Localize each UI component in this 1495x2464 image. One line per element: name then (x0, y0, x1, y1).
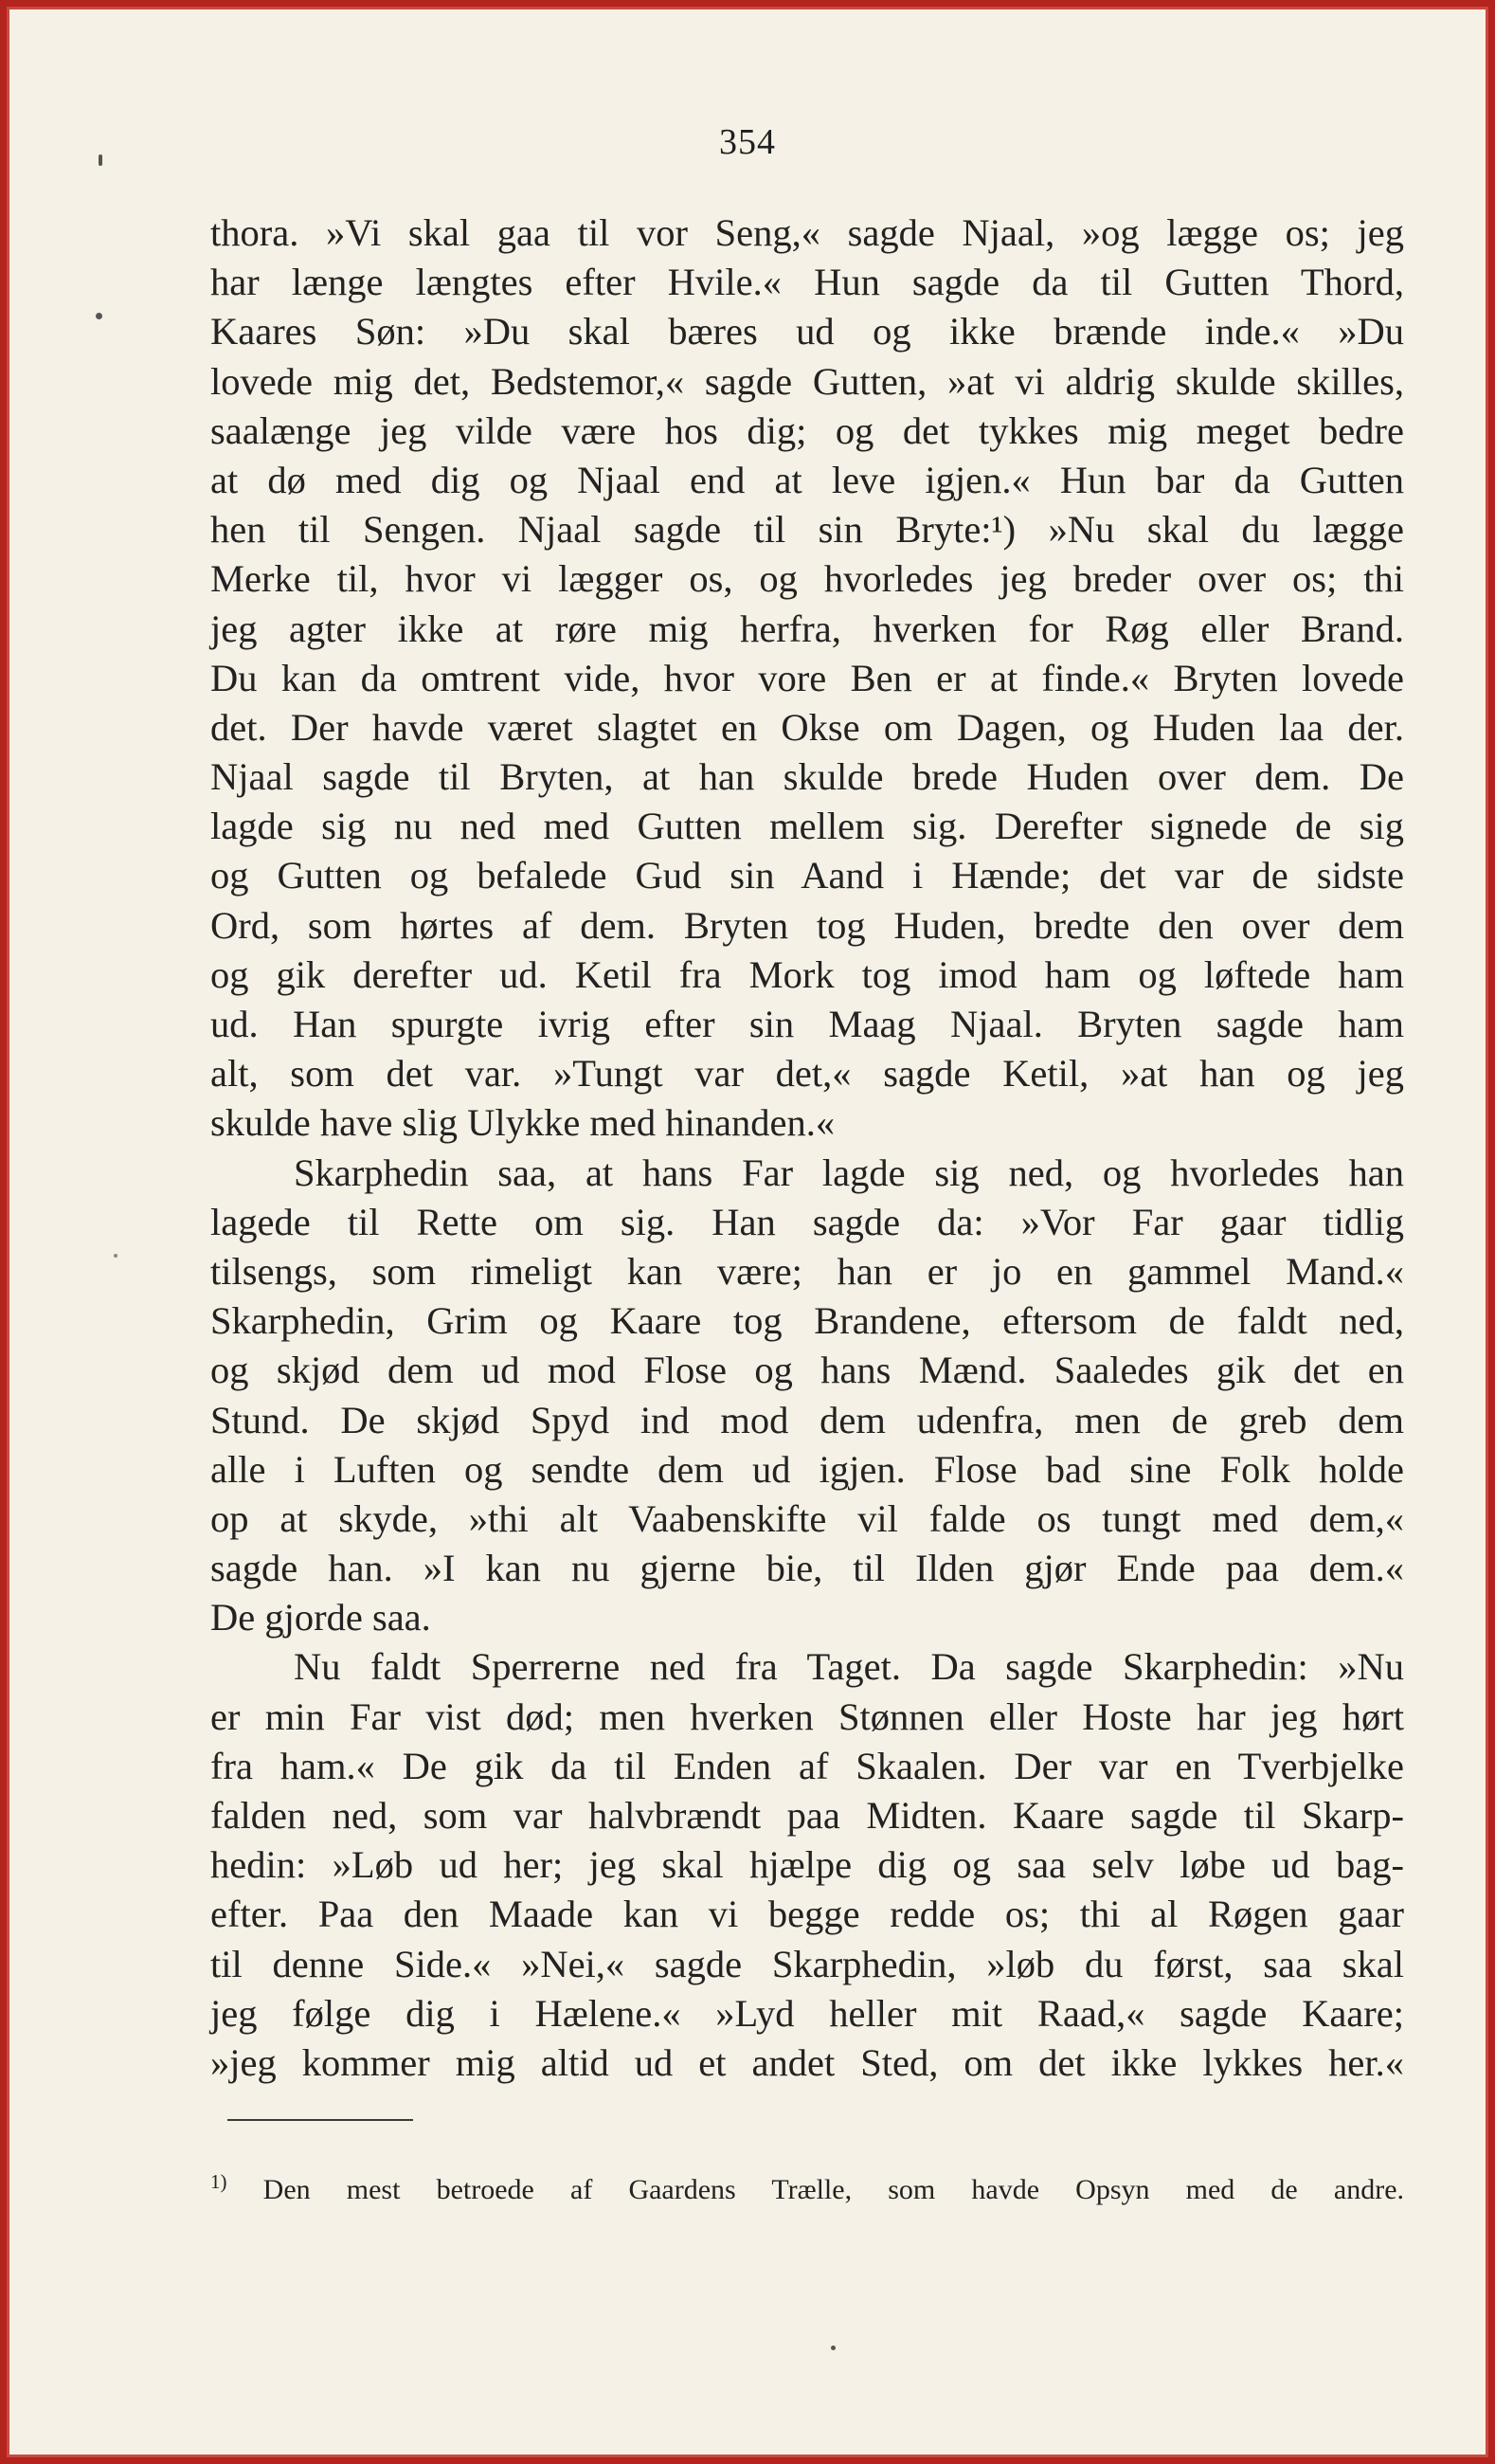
text-line: alt, som det var. »Tungt var det,« sagde Ketil, »at han og jeg (210, 1052, 1404, 1096)
text-line: Ord, som hørtes af dem. Bryten tog Huden, bredte den over dem (210, 903, 1404, 947)
text-line: og gik derefter ud. Ketil fra Mork tog imod ham og løftede ham (210, 952, 1404, 996)
text-line: er min Far vist død; men hverken Stønnen eller Hoste har jeg hørt (210, 1694, 1404, 1738)
text-line: »jeg kommer mig altid ud et andet Sted, om det ikke lykkes her.« (210, 2040, 1404, 2084)
footnote-divider (227, 2119, 413, 2121)
text-line: skulde have slig Ulykke med hinanden.« (210, 1101, 836, 1145)
text-line: Skarphedin, Grim og Kaare tog Brandene, eftersom de faldt ned, (210, 1299, 1404, 1343)
text-line: falden ned, som var halvbrændt paa Midten. Kaare sagde til Skarp- (210, 1794, 1404, 1837)
text-line: og Gutten og befalede Gud sin Aand i Hænde; det var de sidste (210, 854, 1404, 897)
text-line: Stund. De skjød Spyd ind mod dem udenfra, men de greb dem (210, 1398, 1404, 1441)
text-line: Merke til, hvor vi lægger os, og hvorledes jeg breder over os; thi (210, 557, 1404, 601)
paper-speck (99, 154, 102, 166)
text-line: lagede til Rette om sig. Han sagde da: »Vor Far gaar tidlig (210, 1200, 1404, 1243)
text-line: lovede mig det, Bedstemor,« sagde Gutten, »at vi aldrig skulde skilles, (210, 359, 1404, 403)
paper-speck (114, 1254, 117, 1258)
text-line: og skjød dem ud mod Flose og hans Mænd. Saaledes gik det en (210, 1349, 1404, 1392)
paper-speck (831, 2346, 836, 2350)
footnote-text: Den mest betroede af Gaardens Trælle, som havde Opsyn med de andre. (262, 2174, 1405, 2205)
text-line: Skarphedin saa, at hans Far lagde sig ned, og hvorledes han (294, 1150, 1404, 1194)
text-line: ud. Han spurgte ivrig efter sin Maag Njaal. Bryten sagde ham (210, 1003, 1404, 1045)
text-line: saalænge jeg vilde være hos dig; og det tykkes mig meget bedre (210, 408, 1404, 452)
text-line: har længe længtes efter Hvile.« Hun sagde da til Gutten Thord, (210, 261, 1404, 304)
text-line: hen til Sengen. Njaal sagde til sin Bryte:¹) »Nu skal du lægge (210, 508, 1404, 552)
footnote (210, 2170, 1404, 2206)
footnote-marker: 1) (210, 2170, 227, 2193)
text-line: alle i Luften og sendte dem ud igjen. Flose bad sine Folk holde (210, 1447, 1404, 1491)
paper-speck (96, 313, 102, 319)
text-line: Nu faldt Sperrerne ned fra Taget. Da sagde Skarphedin: »Nu (294, 1645, 1404, 1689)
text-line: lagde sig nu ned med Gutten mellem sig. Derefter signede de sig (210, 805, 1404, 848)
page-number: 354 (719, 122, 776, 162)
text-line: thora. »Vi skal gaa til vor Seng,« sagde Njaal, »og lægge os; jeg (210, 211, 1404, 254)
text-line: Njaal sagde til Bryten, at han skulde brede Huden over dem. De (210, 755, 1404, 799)
text-line: det. Der havde været slagtet en Okse om Dagen, og Huden laa der. (210, 705, 1404, 749)
text-line: efter. Paa den Maade kan vi begge redde os; thi al Røgen gaar (210, 1893, 1404, 1936)
text-line: tilsengs, som rimeligt kan være; han er jo en gammel Mand.« (210, 1249, 1404, 1293)
text-line: fra ham.« De gik da til Enden af Skaalen. Der var en Tverbjelke (210, 1744, 1404, 1787)
text-line: til denne Side.« »Nei,« sagde Skarphedin, »løb du først, saa skal (210, 1942, 1404, 1985)
text-line: op at skyde, »thi alt Vaabenskifte vil falde os tungt med dem,« (210, 1496, 1404, 1540)
text-line: Du kan da omtrent vide, hvor vore Ben er at finde.« Bryten lovede (210, 656, 1404, 699)
text-line: hedin: »Løb ud her; jeg skal hjælpe dig og saa selv løbe ud bag- (210, 1843, 1404, 1887)
body-text (210, 208, 1404, 2088)
text-line: jeg agter ikke at røre mig herfra, hverken for Røg eller Brand. (210, 607, 1404, 650)
text-line: jeg følge dig i Hælene.« »Lyd heller mit Raad,« sagde Kaare; (210, 1991, 1404, 2035)
text-line: De gjorde saa. (210, 1596, 431, 1640)
text-line: sagde han. »I kan nu gjerne bie, til Ilden gjør Ende paa dem.« (210, 1547, 1404, 1590)
text-line: Kaares Søn: »Du skal bæres ud og ikke brænde inde.« »Du (210, 310, 1404, 353)
text-line: at dø med dig og Njaal end at leve igjen.« Hun bar da Gutten (210, 458, 1404, 501)
